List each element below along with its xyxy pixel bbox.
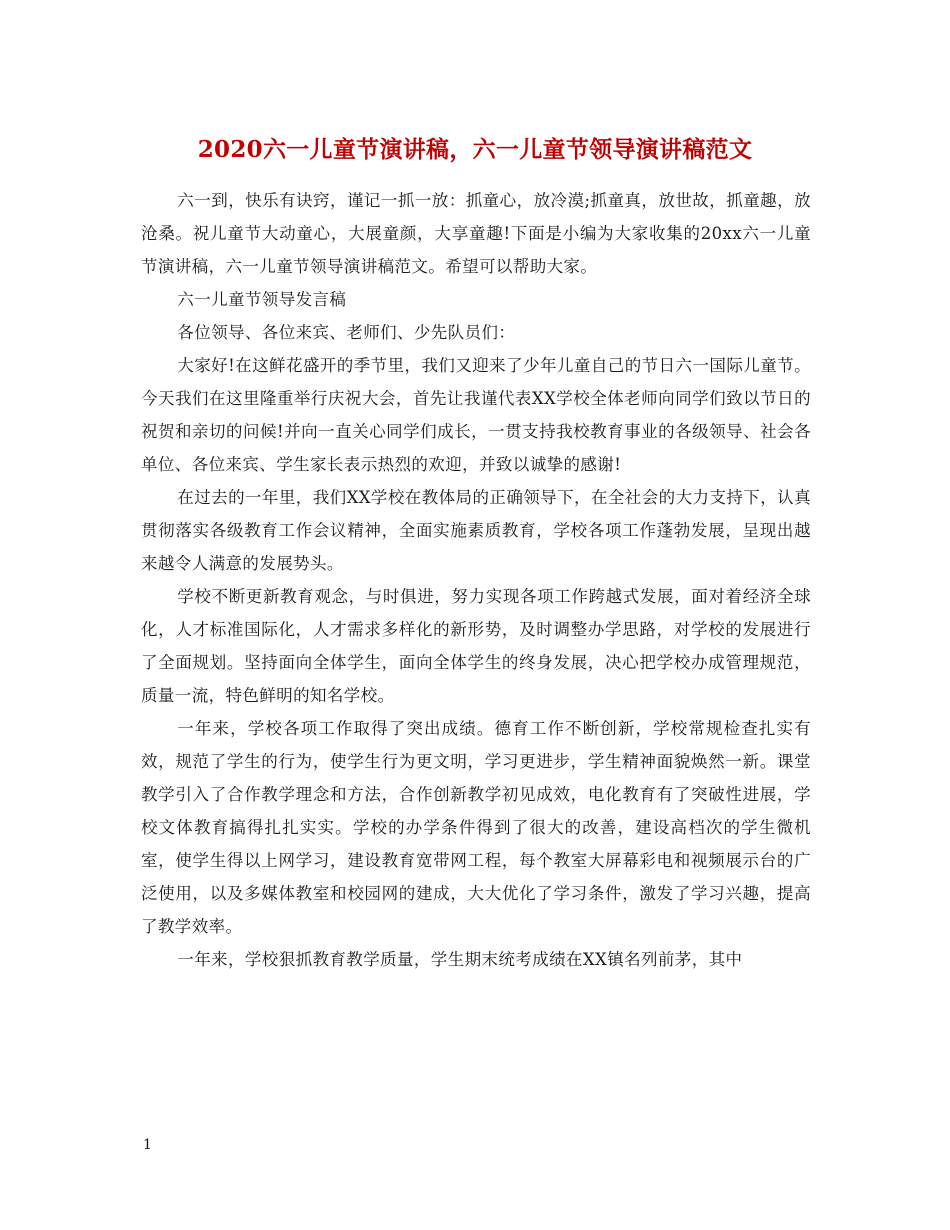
body-paragraph: 一年来，学校狠抓教育教学质量，学生期末统考成绩在XX镇名列前茅，其中	[177, 950, 743, 969]
salutation-paragraph: 各位领导、各位来宾、老师们、少先队员们：	[177, 323, 516, 342]
intro-paragraph: 六一到，快乐有诀窍，谨记一抓一放：抓童心，放冷漠;抓童真，放世故，抓童趣，放沧桑。祝儿童节大动童心，大展童颜，大享童趣!下面是小编为大家收集的20xx六一儿童节演讲稿，六一儿童节领导演讲稿范文。希望可以帮助大家。	[141, 191, 811, 276]
body-paragraph: 大家好!在这鲜花盛开的季节里，我们又迎来了少年儿童自己的节日六一国际儿童节。今天我们在这里隆重举行庆祝大会，首先让我谨代表XX学校全体老师向同学们致以节日的祝贺和亲切的问候!并向一直关心同学们成长，一贯支持我校教育事业的各级领导、社会各单位、各位来宾、学生家长表示热烈的欢迎，并致以诚挚的感谢!	[141, 356, 811, 474]
body-paragraph: 学校不断更新教育观念，与时俱进，努力实现各项工作跨越式发展，面对着经济全球化，人才标准国际化，人才需求多样化的新形势，及时调整办学思路，对学校的发展进行了全面规划。坚持面向全体学生，面向全体学生的终身发展，决心把学校办成管理规范，质量一流，特色鲜明的知名学校。	[141, 587, 811, 705]
body-paragraph: 一年来，学校各项工作取得了突出成绩。德育工作不断创新，学校常规检查扎实有效，规范了学生的行为，使学生行为更文明，学习更进步，学生精神面貌焕然一新。课堂教学引入了合作教学理念和方法，合作创新教学初见成效，电化教育有了突破性进展，学校文体教育搞得扎扎实实。学校的办学条件得到了很大的改善，建设高档次的学生微机室，使学生得以上网学习，建设教育宽带网工程，每个教室大屏幕彩电和视频展示台的广泛使用，以及多媒体教室和校园网的建成，大大优化了学习条件，激发了学习兴趣，提高了教学效率。	[141, 719, 811, 936]
speech-heading: 六一儿童节领导发言稿	[177, 290, 347, 309]
document-title: 2020六一儿童节演讲稿，六一儿童节领导演讲稿范文	[197, 136, 753, 163]
body-paragraph: 在过去的一年里，我们XX学校在教体局的正确领导下，在全社会的大力支持下，认真贯彻落实各级教育工作会议精神，全面实施素质教育，学校各项工作蓬勃发展，呈现出越来越令人满意的发展势头。	[141, 488, 811, 573]
document-body	[141, 184, 811, 976]
page-number: 1	[143, 1137, 152, 1153]
